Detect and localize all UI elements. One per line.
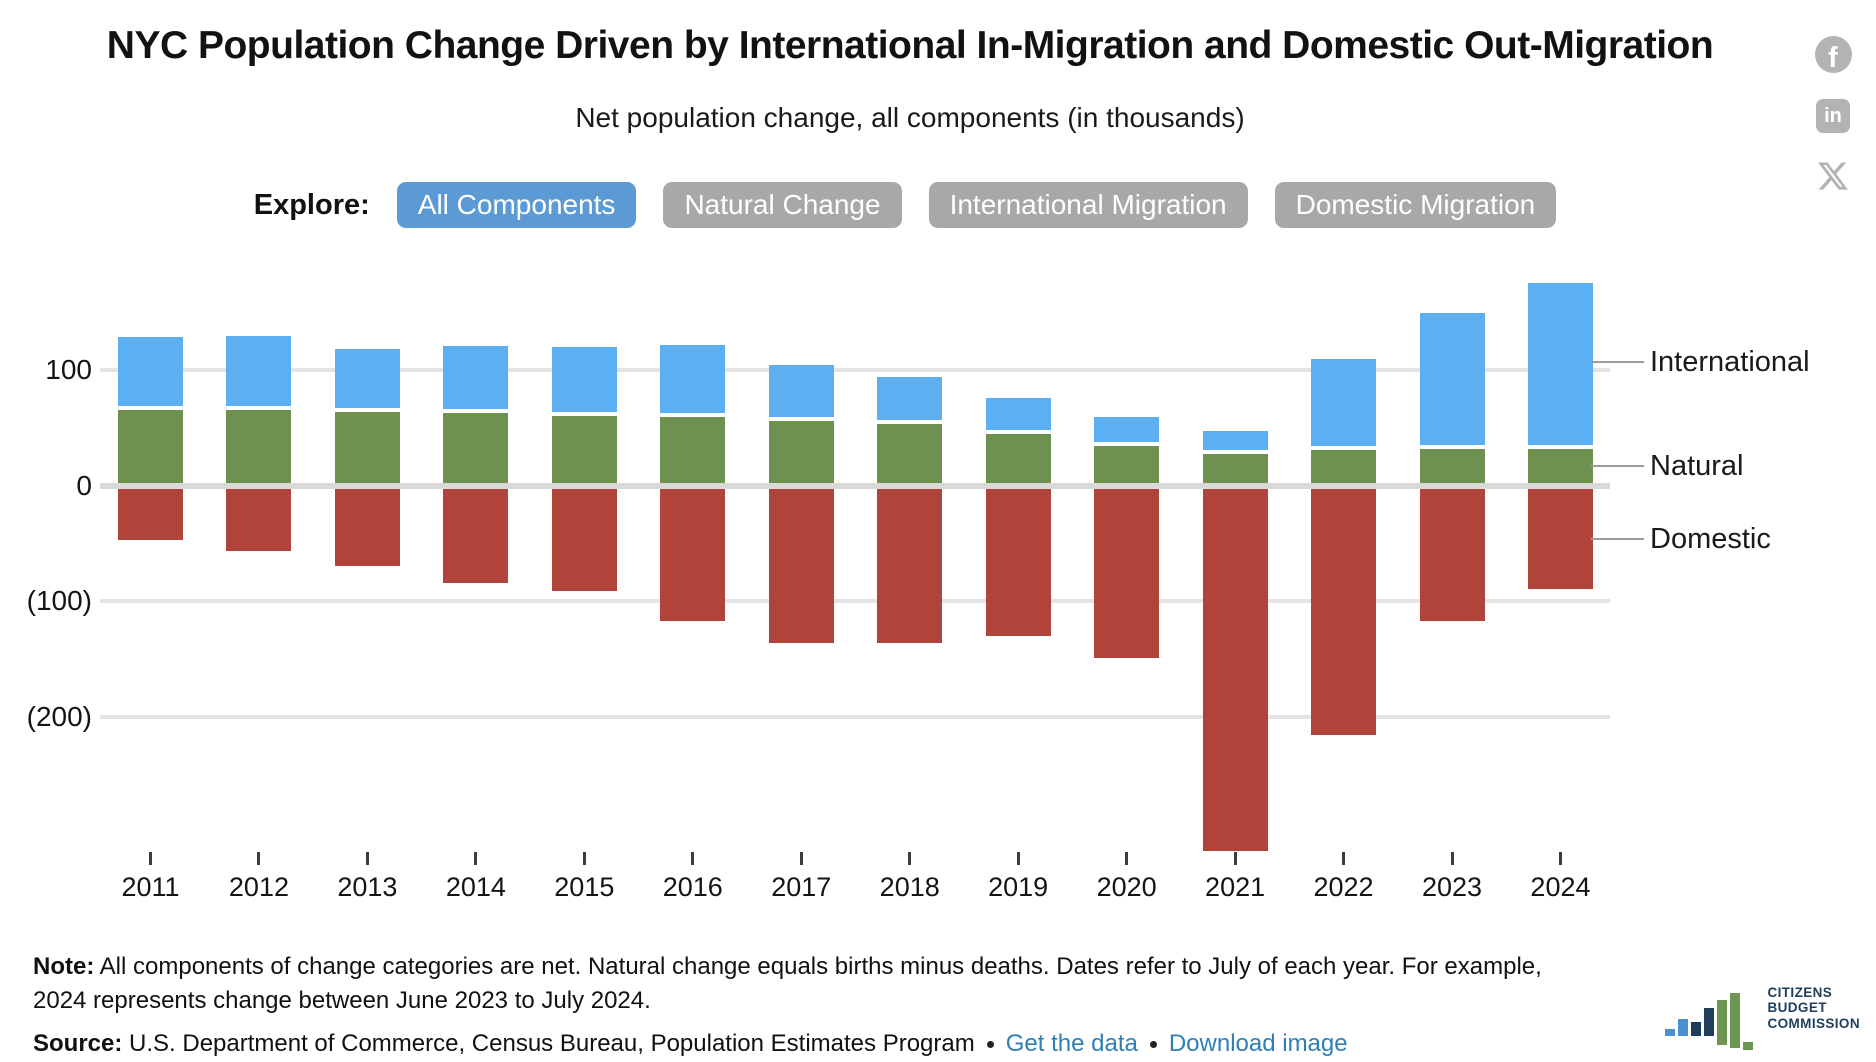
year-label-2014: 2014: [445, 872, 506, 902]
year-label-2017: 2017: [771, 872, 832, 902]
year-label-2013: 2013: [337, 872, 398, 902]
x-axis-tick-2021: [1234, 852, 1237, 865]
bar-domestic-2019: [986, 489, 1051, 636]
series-label-natural: Natural: [1650, 450, 1744, 482]
year-label-2019: 2019: [988, 872, 1049, 902]
cbc-logo-line: CITIZENS: [1767, 984, 1833, 1000]
bar-international-2012: [226, 336, 291, 406]
x-axis-tick-2013: [366, 852, 369, 865]
bar-domestic-2018: [877, 489, 942, 643]
y-axis-label-neg200: (200): [26, 701, 92, 732]
bar-domestic-2016: [660, 489, 725, 621]
bar-international-2019: [986, 398, 1051, 430]
bar-domestic-2014: [443, 489, 508, 583]
x-axis-tick-2022: [1342, 852, 1345, 865]
x-axis-tick-2017: [800, 852, 803, 865]
bar-international-2011: [118, 337, 183, 406]
bar-domestic-2023: [1420, 489, 1485, 621]
year-label-2021: 2021: [1205, 872, 1266, 902]
explore-label: Explore:: [253, 188, 370, 221]
cbc-logo-line: BUDGET: [1767, 1000, 1827, 1016]
download-image-link[interactable]: Download image: [1168, 1030, 1348, 1057]
year-label-2012: 2012: [228, 872, 289, 902]
bar-natural-2015: [552, 416, 617, 483]
bar-international-2018: [877, 377, 942, 419]
series-label-international: International: [1650, 346, 1810, 378]
year-label-2016: 2016: [662, 872, 723, 902]
series-label-domestic: Domestic: [1650, 523, 1771, 555]
note-body: All components of change categories are net. Natural change equals births minus deaths. Dates refer to July of each year. For example, 2024 represents change between June 2023 to July 2024.: [33, 953, 1542, 1014]
international-leader-line: [1591, 361, 1644, 363]
x-axis-tick-2016: [691, 852, 694, 865]
bar-international-2023: [1420, 313, 1485, 445]
bar-natural-2016: [660, 417, 725, 483]
bar-international-2024: [1528, 283, 1593, 445]
bar-international-2013: [335, 349, 400, 409]
zero-axis-line: [100, 483, 1610, 489]
bar-domestic-2012: [226, 489, 291, 551]
x-axis-tick-2015: [583, 852, 586, 865]
bar-international-2015: [552, 347, 617, 411]
bar-natural-2021: [1203, 454, 1268, 483]
bar-domestic-2021: [1203, 489, 1268, 851]
page-subtitle: Net population change, all components (in thousands): [575, 102, 1245, 133]
y-axis-label-100: 100: [45, 354, 92, 385]
button-international-migration[interactable]: International Migration: [929, 182, 1248, 228]
bar-natural-2011: [118, 410, 183, 483]
bar-natural-2024: [1528, 449, 1593, 483]
bar-natural-2018: [877, 424, 942, 483]
year-label-2022: 2022: [1313, 872, 1374, 902]
x-axis-tick-2023: [1451, 852, 1454, 865]
domestic-leader-line: [1591, 538, 1644, 540]
natural-leader-line: [1591, 465, 1644, 467]
facebook-glyph: f: [1828, 42, 1838, 73]
bar-natural-2023: [1420, 449, 1485, 483]
bar-natural-2019: [986, 434, 1051, 483]
bar-international-2017: [769, 365, 834, 418]
page-title: NYC Population Change Driven by International In-Migration and Domestic Out-Migration: [106, 24, 1714, 67]
year-label-2015: 2015: [554, 872, 615, 902]
bar-domestic-2015: [552, 489, 617, 591]
bar-natural-2013: [335, 412, 400, 483]
note-label: Note:: [33, 953, 95, 980]
y-axis-label-neg100: (100): [26, 585, 92, 616]
bar-natural-2020: [1094, 446, 1159, 483]
year-label-2018: 2018: [879, 872, 940, 902]
year-label-2020: 2020: [1096, 872, 1157, 902]
year-label-2011: 2011: [121, 872, 180, 902]
x-axis-tick-2020: [1125, 852, 1128, 865]
x-axis-tick-2024: [1559, 852, 1562, 865]
button-all-components[interactable]: All Components: [397, 182, 637, 228]
source-label: Source:: [33, 1030, 123, 1057]
bar-international-2022: [1311, 359, 1376, 446]
linkedin-glyph: in: [1824, 104, 1842, 127]
button-domestic-migration[interactable]: Domestic Migration: [1275, 182, 1557, 228]
year-label-2023: 2023: [1421, 872, 1483, 902]
bar-natural-2014: [443, 413, 508, 483]
bar-international-2020: [1094, 417, 1159, 442]
x-axis-tick-2014: [474, 852, 477, 865]
cbc-logo-line: COMMISSION: [1767, 1015, 1860, 1031]
bar-international-2016: [660, 345, 725, 413]
button-natural-change[interactable]: Natural Change: [663, 182, 901, 228]
x-axis-tick-2011: [149, 852, 152, 865]
bar-natural-2022: [1311, 450, 1376, 483]
bar-international-2014: [443, 346, 508, 409]
bar-natural-2012: [226, 410, 291, 483]
bar-domestic-2011: [118, 489, 183, 540]
bar-domestic-2024: [1528, 489, 1593, 589]
source-body: U.S. Department of Commerce, Census Bureau, Population Estimates Program: [122, 1030, 975, 1057]
x-axis-tick-2012: [257, 852, 260, 865]
x-axis-tick-2019: [1017, 852, 1020, 865]
bar-domestic-2017: [769, 489, 834, 643]
get-the-data-link[interactable]: Get the data: [1005, 1030, 1138, 1057]
bar-domestic-2013: [335, 489, 400, 566]
bar-international-2021: [1203, 431, 1268, 450]
year-label-2024: 2024: [1530, 872, 1591, 902]
x-axis-tick-2018: [908, 852, 911, 865]
bar-natural-2017: [769, 421, 834, 483]
bar-domestic-2022: [1311, 489, 1376, 735]
y-axis-label-0: 0: [76, 470, 92, 501]
bar-domestic-2020: [1094, 489, 1159, 658]
